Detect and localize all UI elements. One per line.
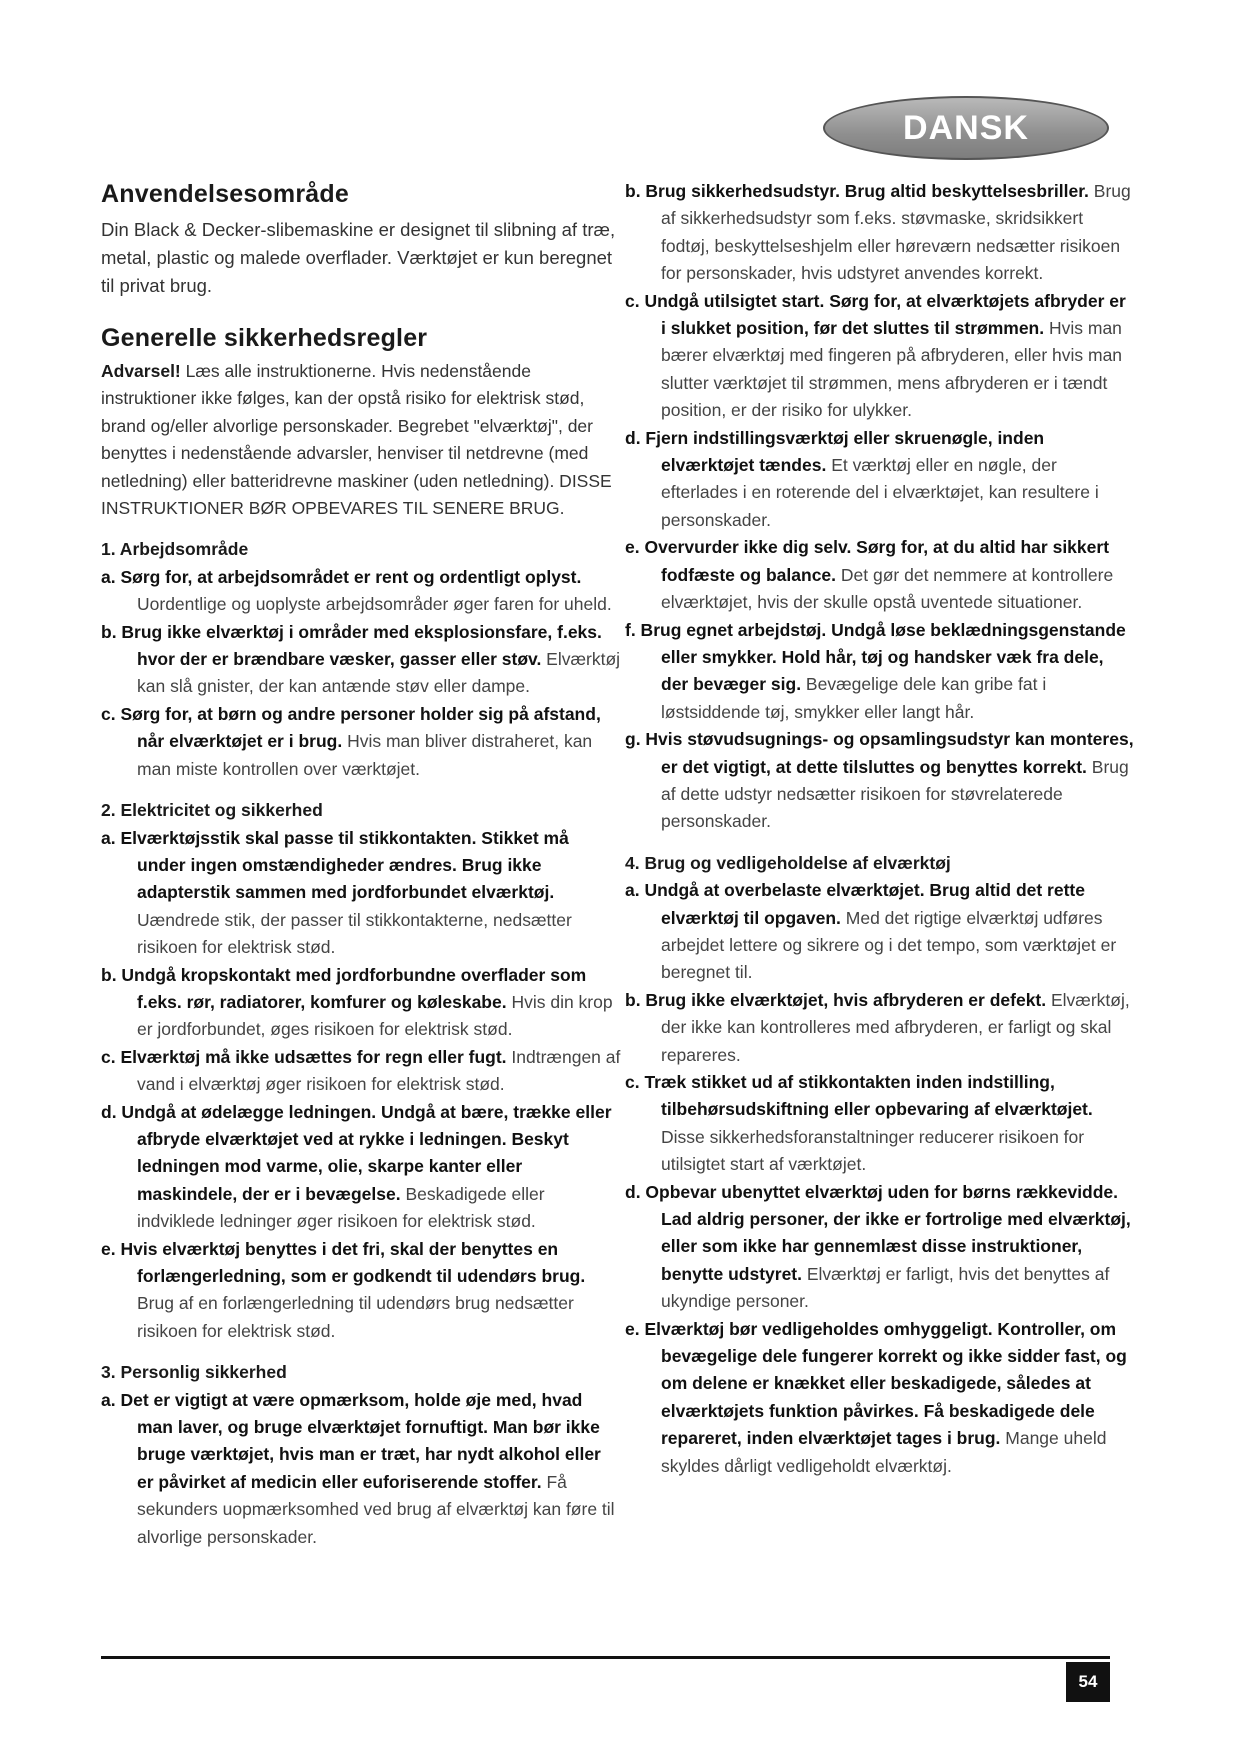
item-title: a. Det er vigtigt at være opmærksom, holde øje med, hvad man laver, og bruge elværktøjet fornuftigt. Man bør ikke bruge værktøjet, hvis man er træt, har nydt alkohol eller er påvirket af medicin eller euforiserende stoffer. bbox=[101, 1389, 601, 1492]
item-text: Hvis din krop er jordforbundet, øges risikoen for elektrisk stød. bbox=[137, 991, 613, 1040]
item-title: b. Undgå kropskontakt med jordforbundne overflader som f.eks. rør, radiatorer, komfurer og køleskabe. bbox=[101, 964, 587, 1012]
general-safety-heading: Generelle sikkerhedsregler bbox=[101, 324, 428, 352]
item-title: b. Brug sikkerhedsudstyr. Brug altid beskyttelsesbriller. bbox=[625, 181, 1089, 201]
section-heading-use-maintenance: 4. Brug og vedligeholdelse af elværktøj bbox=[625, 852, 951, 873]
list-item bbox=[625, 726, 1135, 836]
item-text: Få sekunders uopmærksomhed ved brug af elværktøj kan føre til alvorlige personskader. bbox=[137, 1471, 615, 1547]
item-text: Brug af sikkerhedsudstyr som f.eks. støvmaske, skridsikkert fodtøj, beskyttelseshjelm eller høreværn nedsætter risikoen for personskader, hvis udstyret anvendes korrekt. bbox=[661, 181, 1131, 284]
item-text: Brug af dette udstyr nedsætter risikoen for støvrelaterede personskader. bbox=[661, 756, 1129, 832]
list-item bbox=[101, 1236, 621, 1346]
item-text: Hvis man bærer elværktøj med fingeren på afbryderen, eller hvis man slutter værktøjet til strømmen, mens afbryderen er i tændt position, er der risiko for ulykker. bbox=[661, 318, 1123, 421]
usage-text: Din Black & Decker-slibemaskine er designet til slibning af træ, metal, plastic og malede overflader. Værktøjet er kun beregnet til privat brug. bbox=[101, 219, 616, 296]
list-item bbox=[101, 1044, 621, 1099]
item-text: Det gør det nemmere at kontrollere elværktøjet, hvis der skulle opstå uventede situationer. bbox=[661, 564, 1114, 613]
list-item bbox=[625, 1179, 1135, 1316]
list-item bbox=[101, 564, 621, 619]
list-item bbox=[625, 987, 1135, 1069]
item-text: Elværktøj, der ikke kan kontrolleres med afbryderen, er farligt og skal repareres. bbox=[661, 989, 1130, 1065]
item-title: d. Fjern indstillingsværktøj eller skruenøgle, inden elværktøjet tændes. bbox=[625, 427, 1045, 476]
item-title: g. Hvis støvudsugnings- og opsamlingsudstyr kan monteres, er det vigtigt, at dette tilsluttes og benyttes korrekt. bbox=[625, 729, 1134, 777]
section-heading-electricity: 2. Elektricitet og sikkerhed bbox=[101, 800, 323, 821]
item-title: a. Sørg for, at arbejdsområdet er rent og ordentligt oplyst. bbox=[101, 566, 582, 587]
item-title: e. Elværktøj bør vedligeholdes omhyggeligt. Kontroller, om bevægelige dele fungerer korrekt og ikke sidder fast, og om delene er knækket eller beskadigede, således at elværktøjets funktion påvirkes. Få beskadigede dele repareret, inden elværktøjet tages i brug. bbox=[625, 1318, 1127, 1449]
item-title: e. Overvurder ikke dig selv. Sørg for, at du altid har sikkert fodfæste og balance. bbox=[625, 537, 1110, 585]
list-item bbox=[101, 962, 621, 1044]
list-item bbox=[625, 425, 1135, 535]
section-heading-personal-safety: 3. Personlig sikkerhed bbox=[101, 1362, 287, 1383]
list-item bbox=[625, 178, 1135, 288]
list-item bbox=[625, 534, 1135, 616]
item-text: Mange uheld skyldes dårligt vedligeholdt elværktøj. bbox=[661, 1428, 1107, 1476]
item-text: Uændrede stik, der passer til stikkontakterne, nedsætter risikoen for elektrisk stød. bbox=[137, 909, 572, 958]
item-title: c. Træk stikket ud af stikkontakten inden indstilling, tilbehørsudskiftning eller opbevaring af elværktøjet. bbox=[625, 1072, 1093, 1120]
left-column bbox=[101, 178, 621, 1551]
item-text: Elværktøj er farligt, hvis det benyttes af ukyndige personer. bbox=[661, 1263, 1110, 1312]
item-title: a. Undgå at overbelaste elværktøjet. Brug altid det rette elværktøj til opgaven. bbox=[625, 880, 1085, 928]
item-title: d. Opbevar ubenyttet elværktøj uden for børns rækkevidde. Lad aldrig personer, der ikke er fortrolige med elværktøj, eller som ikke har gennemlæst disse instruktioner, benytte udstyret. bbox=[625, 1181, 1131, 1284]
warning-paragraph bbox=[101, 358, 621, 522]
list-item bbox=[625, 1316, 1135, 1480]
item-title: b. Brug ikke elværktøj i områder med eksplosionsfare, f.eks. hvor der er brændbare væsker, gasser eller støv. bbox=[101, 621, 602, 670]
list-item bbox=[101, 1387, 621, 1551]
list-item bbox=[625, 1069, 1135, 1179]
item-title: c. Undgå utilsigtet start. Sørg for, at elværktøjets afbryder er i slukket position, før det sluttes til strømmen. bbox=[625, 290, 1126, 339]
list-item bbox=[101, 1099, 621, 1236]
item-text: Beskadigede eller indviklede ledninger øger risikoen for elektrisk stød. bbox=[137, 1183, 545, 1232]
item-text: Indtrængen af vand i elværktøj øger risikoen for elektrisk stød. bbox=[137, 1046, 621, 1095]
list-item bbox=[101, 701, 621, 783]
list-item bbox=[101, 619, 621, 701]
item-text: Med det rigtige elværktøj udføres arbejdet lettere og sikrere og i det tempo, som værktøjet er beregnet til. bbox=[661, 907, 1117, 983]
item-text: Brug af en forlængerledning til udendørs brug nedsætter risikoen for elektrisk stød. bbox=[137, 1293, 574, 1341]
item-title: c. Sørg for, at børn og andre personer holder sig på afstand, når elværktøjet er i brug. bbox=[101, 703, 601, 752]
item-title: a. Elværktøjsstik skal passe til stikkontakten. Stikket må under ingen omstændigheder ændres. Brug ikke adapterstik sammen med jordforbundet elværktøj. bbox=[101, 827, 569, 903]
language-badge: DANSK bbox=[823, 96, 1109, 160]
item-title: b. Brug ikke elværktøjet, hvis afbryderen er defekt. bbox=[625, 989, 1047, 1010]
item-title: e. Hvis elværktøj benyttes i det fri, skal der benyttes en forlængerledning, som er godkendt til udendørs brug. bbox=[101, 1238, 586, 1286]
item-text: Bevægelige dele kan gribe fat i løstsiddende tøj, smykker eller langt hår. bbox=[661, 674, 1047, 722]
item-text: Elværktøj kan slå gnister, der kan antænde støv eller dampe. bbox=[137, 649, 621, 697]
right-column bbox=[625, 178, 1135, 1480]
item-text: Hvis man bliver distraheret, kan man miste kontrollen over værktøjet. bbox=[137, 731, 593, 779]
list-item bbox=[101, 825, 621, 962]
section-heading-work-area: 1. Arbejdsområde bbox=[101, 539, 249, 560]
item-text: Et værktøj eller en nøgle, der efterlades i en roterende del i elværktøjet, kan resultere i personskader. bbox=[661, 455, 1099, 530]
warning-label: Advarsel! bbox=[101, 361, 181, 381]
page-number: 54 bbox=[1066, 1662, 1110, 1702]
list-item bbox=[625, 617, 1135, 727]
item-text: Uordentlige og uoplyste arbejdsområder øger faren for uheld. bbox=[137, 594, 612, 615]
item-text: Disse sikkerhedsforanstaltninger reducerer risikoen for utilsigtet start af værktøjet. bbox=[661, 1126, 1085, 1175]
item-title: d. Undgå at ødelægge ledningen. Undgå at bære, trække eller afbryde elværktøjet ved at rykke i ledningen. Beskyt ledningen mod varme, olie, skarpe kanter eller maskindele, der er i bevægelse. bbox=[101, 1101, 612, 1204]
item-title: c. Elværktøj må ikke udsættes for regn eller fugt. bbox=[101, 1046, 507, 1067]
list-item bbox=[625, 877, 1135, 987]
item-title: f. Brug egnet arbejdstøj. Undgå løse beklædningsgenstande eller smykker. Hold hår, tøj og handsker væk fra dele, der bevæger sig. bbox=[625, 619, 1126, 695]
warning-text: Læs alle instruktionerne. Hvis nedenstående instruktioner ikke følges, kan der opstå risiko for elektrisk stød, brand og/eller alvorlige personskader. Begrebet "elværktøj", der benyttes i nedenstående advarsler, henviser til netdrevne (med netledning) eller batteridrevne maskiner (uden netledning). DISSE INSTRUKTIONER BØR OPBEVARES TIL SENERE BRUG. bbox=[101, 361, 612, 519]
usage-heading: Anvendelsesområde bbox=[101, 180, 349, 208]
list-item bbox=[625, 288, 1135, 425]
footer-rule bbox=[101, 1656, 1110, 1659]
